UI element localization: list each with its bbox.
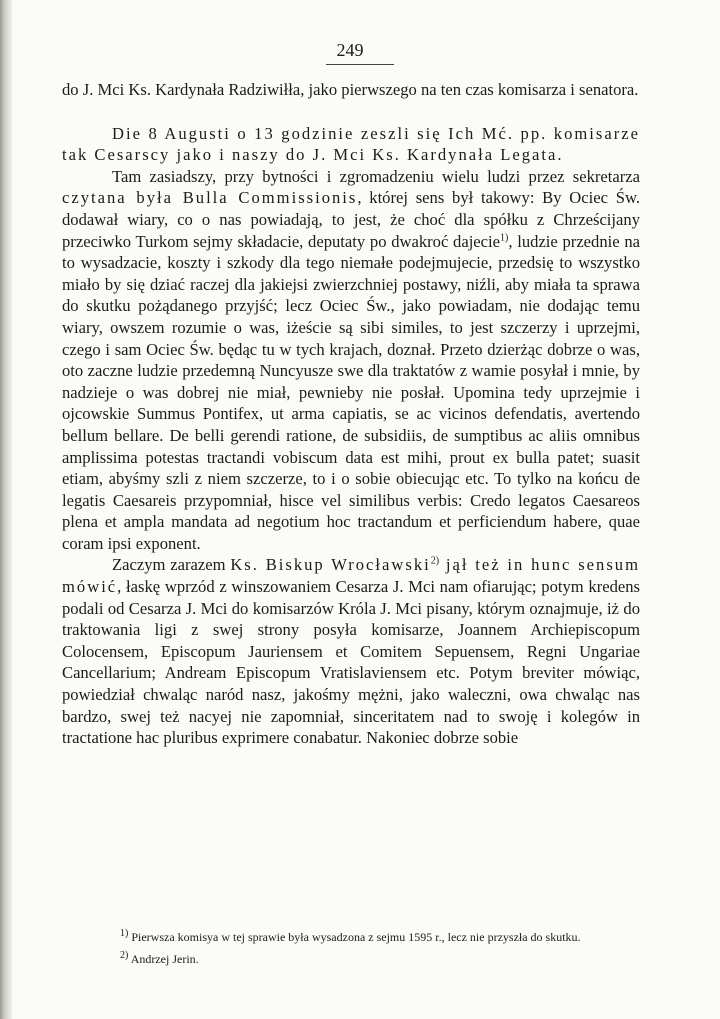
footnote-ref-1: 1) xyxy=(500,232,509,244)
page-number: 249 xyxy=(336,40,364,60)
paragraph-3-spaced: czytana była Bulla Commissionis xyxy=(62,188,358,208)
paragraph-1: do J. Mci Ks. Kardynała Radziwiłła, jako pierwszego na ten czas komisarza i senatora. xyxy=(62,80,639,99)
body-text xyxy=(62,79,640,749)
paragraph-4-part1: Zaczym zarazem xyxy=(112,555,231,575)
paragraph-2 xyxy=(62,123,640,166)
paragraph-gap xyxy=(62,101,640,123)
paragraph-3-part3: , ludzie przednie na to wysadzacie, koszty i szkody dla tego niemałe podejmujecie, przedsię to wszystko miało by się dziać raczej dla jakiejsi zwierzchniej postawy, niźli, aby miała ta sprawa do skutku pożądanego przyjść; lecz Ociec Św., jako powiadam, nie dodając temu wiary, owszem rozumie o was, iżeście są sibi similes, to jest szczerzy i uprzejmi, czego i sam Ociec Św. będąc tu w tych krajach, doznał. Przeto dzierżąc dobrze o was, oto zaczne ludzie przedemną Nuncyusze swe dla traktatów z wamie posyłał i mnie, by nadzieje o was dobrej nie miał, pewnieby nie posłał. Upomina tedy uprzejmie i ojcowskie Summus Pontifex, ut arma capiatis, se ac vicinos defendatis, avertendo bellum bellare. De belli gerendi ratione, de subsidiis, de sumptibus ac aliis omnibus amplissima potestas tractandi vobiscum data est mihi, prout ex bulla patet; suasit etiam, abyśmy szli z niem szczerze, to i o sobie obiecując etc. To tylko na końcu de legatis Caesareis przypomniał, hisce vel similibus verbis: Credo legatos Caesareos plena et ampla mandata ad negotium hoc tractandum et perficiendum habere, quae coram ipsi exponent. xyxy=(62,231,640,553)
footnote-1-text: Pierwsza komisya w tej sprawie była wysadzona z sejmu 1595 r., lecz nie przyszła do skutku. xyxy=(131,930,581,944)
paragraph-4-part2: , łaskę wprzód z winszowaniem Cesarza J. Mci nam ofiarując; potym kredens podali od Cesarza J. Mci do komisarzów Króla J. Mci pisany, którym oznajmuje, iż do traktowania ligi z swej strony posyła komisarze, Joannem Archiepiscopum Colocensem, Episcopum Jauriensem et Comitem Sepuensem, Regni Ungariae Cancellarium; Andream Episcopum Vratislaviensem etc. Potym breviter mówiąc, powiedział chwaląc naród nasz, jakośmy mężni, jako waleczni, owa chwaląc nas bardzo, swej też nacyej nie zapomniał, sinceritatem nad to swoję i kolegów in tractatione hac pluribus exprimere conabatur. Nakoniec dobrze sobie xyxy=(62,577,640,748)
footnote-1-ref: 1) xyxy=(120,928,129,939)
paragraph-3-part2: , której sens był takowy: By Ociec Św. dodawał wiary, co o nas powiadają, to jest, że choć dla spółku z Chrześcijany przeciwko Turkom sejmy składacie, deputaty po dwakroć dajecie xyxy=(62,188,640,251)
footnote-1 xyxy=(66,926,644,948)
footnote-2-ref: 2) xyxy=(120,950,129,961)
paragraph-4 xyxy=(62,554,640,748)
paragraph-3 xyxy=(62,166,640,555)
footnotes xyxy=(66,926,644,970)
paragraph-3-part1: Tam zasiadszy, przy bytności i zgromadzeniu wielu ludzi przez sekretarza xyxy=(112,166,640,186)
paragraph-4-spaced2: jął też in hunc sensum mówić xyxy=(62,555,640,597)
page-edge-shadow xyxy=(0,0,12,1019)
paragraph-2-spaced: Die 8 Augusti o 13 godzinie zeszli się Ich Mć. pp. komisarze tak Cesarscy jako i naszy do J. Mci Ks. Kardynała Legata. xyxy=(62,123,640,165)
paragraph-4-spaced: Ks. Biskup Wrocławski xyxy=(230,555,431,575)
footnote-2 xyxy=(66,948,644,970)
page-number-rule xyxy=(326,64,394,65)
footnote-ref-2: 2) xyxy=(430,555,440,567)
footnote-2-text: Andrzej Jerin. xyxy=(130,952,199,966)
